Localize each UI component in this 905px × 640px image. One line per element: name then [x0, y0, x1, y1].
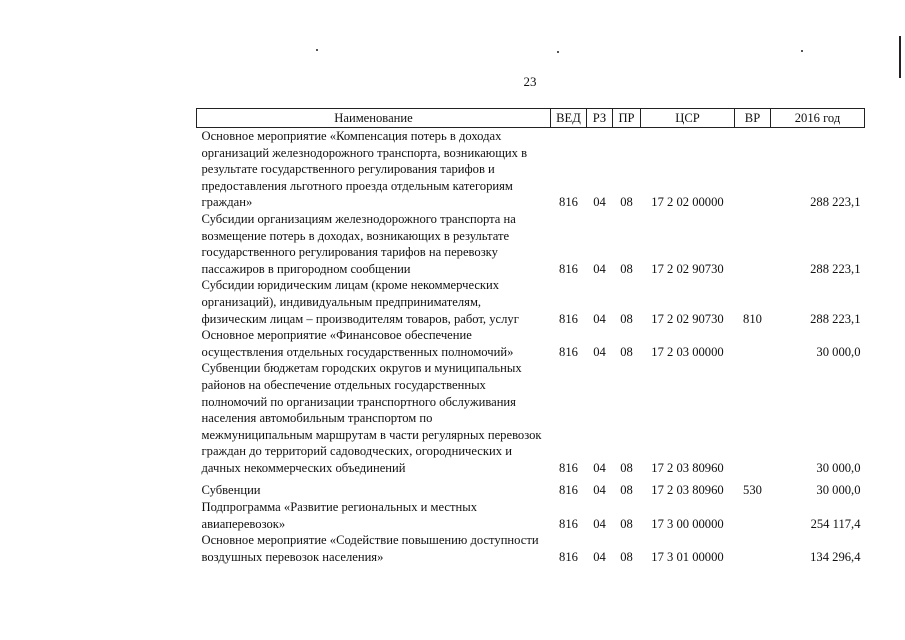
table-row [197, 277, 865, 327]
row-name [197, 360, 551, 476]
row-name-line: Подпрограмма «Развитие региональных и местных [201, 500, 478, 515]
scan-edge-mark [899, 36, 901, 78]
row-name-line: воздушных перевозок населения» [201, 549, 384, 564]
row-ved: 816 [559, 311, 578, 326]
row-pr: 08 [620, 516, 633, 531]
table-row [197, 211, 865, 277]
row-name [197, 532, 551, 565]
row-name-line: Основное мероприятие «Содействие повышению доступности [201, 533, 539, 548]
row-name [197, 128, 551, 211]
row-name-line: Субсидии юридическим лицам (кроме некоммерческих [201, 278, 500, 293]
row-name-line: районов на обеспечение отдельных государственных [201, 377, 486, 392]
row-amount: 134 296,4 [810, 549, 861, 564]
table-row [197, 327, 865, 360]
table-row [197, 476, 865, 499]
row-name [197, 499, 551, 532]
row-pr: 08 [620, 549, 633, 564]
row-ved: 816 [559, 195, 578, 210]
row-rz: 04 [593, 516, 606, 531]
row-vr [735, 360, 771, 476]
row-name [197, 327, 551, 360]
row-amount: 288 223,1 [810, 311, 861, 326]
header-pr: ПР [613, 109, 641, 128]
row-vr [735, 532, 771, 565]
scan-mark [316, 49, 318, 51]
row-name-line: организаций железнодорожного транспорта, возникающих в [201, 145, 528, 160]
table-header-row [197, 109, 865, 128]
row-csr: 17 2 03 80960 [651, 460, 724, 475]
row-name-line: результате государственного регулирования тарифов и [201, 162, 495, 177]
row-vr [735, 327, 771, 360]
row-csr: 17 3 01 00000 [651, 549, 724, 564]
row-name-line: Субвенции [201, 483, 261, 498]
header-year: 2016 год [771, 109, 865, 128]
row-vr [735, 211, 771, 277]
row-pr: 08 [620, 261, 633, 276]
row-pr: 08 [620, 483, 633, 498]
row-amount: 288 223,1 [810, 261, 861, 276]
row-vr [735, 128, 771, 211]
row-name-line: Субвенции бюджетам городских округов и муниципальных [201, 361, 522, 376]
row-ved: 816 [559, 516, 578, 531]
row-rz: 04 [593, 460, 606, 475]
row-ved: 816 [559, 549, 578, 564]
row-name-line: физическим лицам – производителям товаров, работ, услуг [201, 311, 519, 326]
row-name-line: возмещение потерь в доходах, возникающих в результате [201, 228, 510, 243]
row-name-line: граждан» [201, 195, 253, 210]
row-rz: 04 [593, 311, 606, 326]
row-vr [735, 499, 771, 532]
row-ved: 816 [559, 344, 578, 359]
row-pr: 08 [620, 460, 633, 475]
row-name-line: граждан до территорий садоводческих, огороднических и [201, 444, 512, 459]
row-name-line: межмуниципальным маршрутам в части регулярных перевозок [201, 427, 542, 442]
table-body [197, 128, 865, 566]
table-row [197, 128, 865, 211]
row-name [197, 211, 551, 277]
row-name-line: Субсидии организациям железнодорожного транспорта на [201, 211, 516, 226]
row-ved: 816 [559, 261, 578, 276]
row-csr: 17 2 03 80960 [651, 483, 724, 498]
header-vr: ВР [735, 109, 771, 128]
row-ved: 816 [559, 460, 578, 475]
row-csr: 17 2 03 00000 [651, 344, 724, 359]
scan-mark [801, 50, 803, 52]
row-amount: 288 223,1 [810, 195, 861, 210]
row-name-line: населения автомобильным транспортом по [201, 411, 433, 426]
row-name [197, 476, 551, 499]
row-pr: 08 [620, 311, 633, 326]
row-rz: 04 [593, 344, 606, 359]
row-rz: 04 [593, 261, 606, 276]
row-name [197, 277, 551, 327]
row-csr: 17 2 02 00000 [651, 195, 724, 210]
header-rz: РЗ [587, 109, 613, 128]
page-number: 23 [523, 74, 537, 89]
row-name-line: дачных некоммерческих объединений [201, 460, 406, 475]
row-amount: 30 000,0 [816, 483, 861, 498]
header-ved: ВЕД [551, 109, 587, 128]
row-amount: 30 000,0 [816, 344, 861, 359]
row-pr: 08 [620, 195, 633, 210]
row-name-line: государственного регулирования тарифов на перевозку [201, 245, 498, 260]
table-row [197, 499, 865, 532]
row-csr: 17 3 00 00000 [651, 516, 724, 531]
row-name-line: предоставления льготного проезда отдельным категориям [201, 178, 513, 193]
row-name-line: авиаперевозок» [201, 516, 286, 531]
row-name-line: организаций), индивидуальным предпринимателям, [201, 294, 482, 309]
header-name: Наименование [197, 109, 551, 128]
row-rz: 04 [593, 549, 606, 564]
row-name-line: Основное мероприятие «Компенсация потерь в доходах [201, 129, 502, 143]
header-csr: ЦСР [641, 109, 735, 128]
row-vr: 810 [743, 311, 762, 326]
table-row [197, 532, 865, 565]
row-ved: 816 [559, 483, 578, 498]
scan-mark [557, 51, 559, 53]
row-csr: 17 2 02 90730 [651, 311, 724, 326]
row-name-line: осуществления отдельных государственных полномочий» [201, 344, 514, 359]
row-vr: 530 [743, 483, 762, 498]
row-name-line: полномочий по организации транспортного обслуживания [201, 394, 516, 409]
row-name-line: Основное мероприятие «Финансовое обеспечение [201, 328, 472, 343]
row-rz: 04 [593, 483, 606, 498]
row-pr: 08 [620, 344, 633, 359]
table-row [197, 360, 865, 476]
row-name-line: пассажиров в пригородном сообщении [201, 261, 411, 276]
row-amount: 254 117,4 [810, 516, 861, 531]
row-amount: 30 000,0 [816, 460, 861, 475]
row-csr: 17 2 02 90730 [651, 261, 724, 276]
budget-table [196, 108, 865, 565]
row-rz: 04 [593, 195, 606, 210]
